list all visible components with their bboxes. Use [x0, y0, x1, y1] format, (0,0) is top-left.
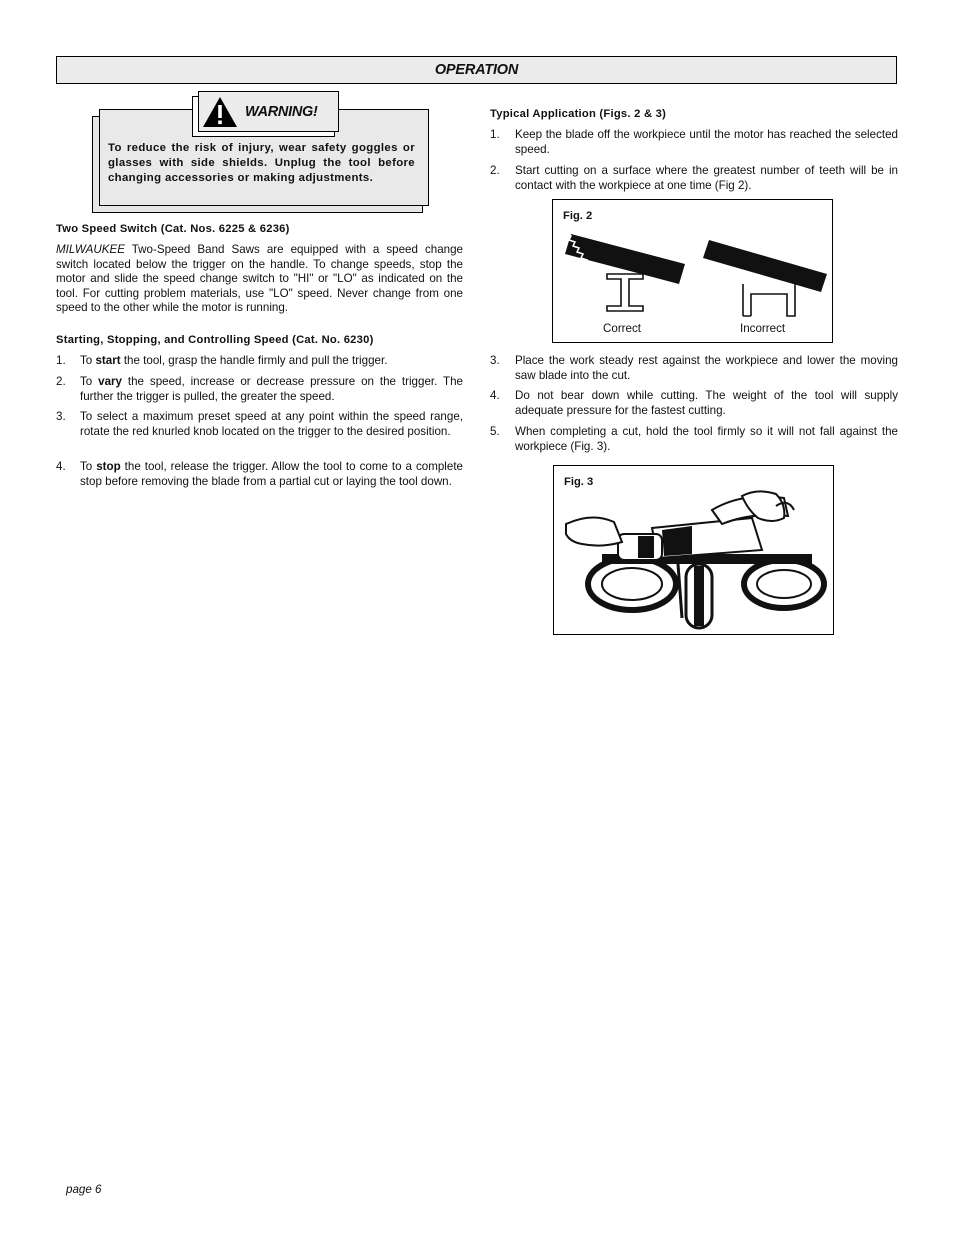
warning-title: WARNING!: [245, 103, 318, 120]
warning-tab: [198, 91, 339, 132]
two-speed-paragraph: [56, 243, 463, 316]
caption-incorrect: Incorrect: [740, 322, 786, 335]
page-number: page 6: [66, 1183, 102, 1196]
two-speed-heading: Two Speed Switch (Cat. Nos. 6225 & 6236): [56, 223, 290, 235]
two-speed-body: Two-Speed Band Saws are equipped with a speed change switch located below the trigger on the handle. To change speeds, stop the motor and slide the speed change switch to "HI" or "LO" as indicated on the tool. For cutting problem materials, use "LO" speed. Never change from one speed to the other while the motor is running.: [56, 243, 463, 315]
warning-triangle-icon: [202, 96, 238, 128]
section-title: OPERATION: [434, 62, 519, 78]
typical-heading: Typical Application (Figs. 2 & 3): [490, 108, 667, 120]
section-header: [56, 56, 897, 84]
band-saw-illustration: [562, 488, 828, 632]
caption-correct: Correct: [603, 322, 642, 335]
blade-correct-illustration: [563, 228, 693, 320]
figure-3-label: Fig. 3: [564, 476, 594, 488]
blade-incorrect-illustration: [703, 236, 831, 322]
figure-3: [553, 465, 834, 635]
warning-text: To reduce the risk of injury, wear safety goggles or glasses with side shields. Unplug the tool before changing accessories or making adjustments.: [108, 142, 415, 184]
figure-2: [552, 199, 833, 343]
starting-heading: Starting, Stopping, and Controlling Speed (Cat. No. 6230): [56, 334, 374, 346]
figure-2-label: Fig. 2: [563, 210, 593, 222]
brand-name: MILWAUKEE: [56, 243, 125, 256]
